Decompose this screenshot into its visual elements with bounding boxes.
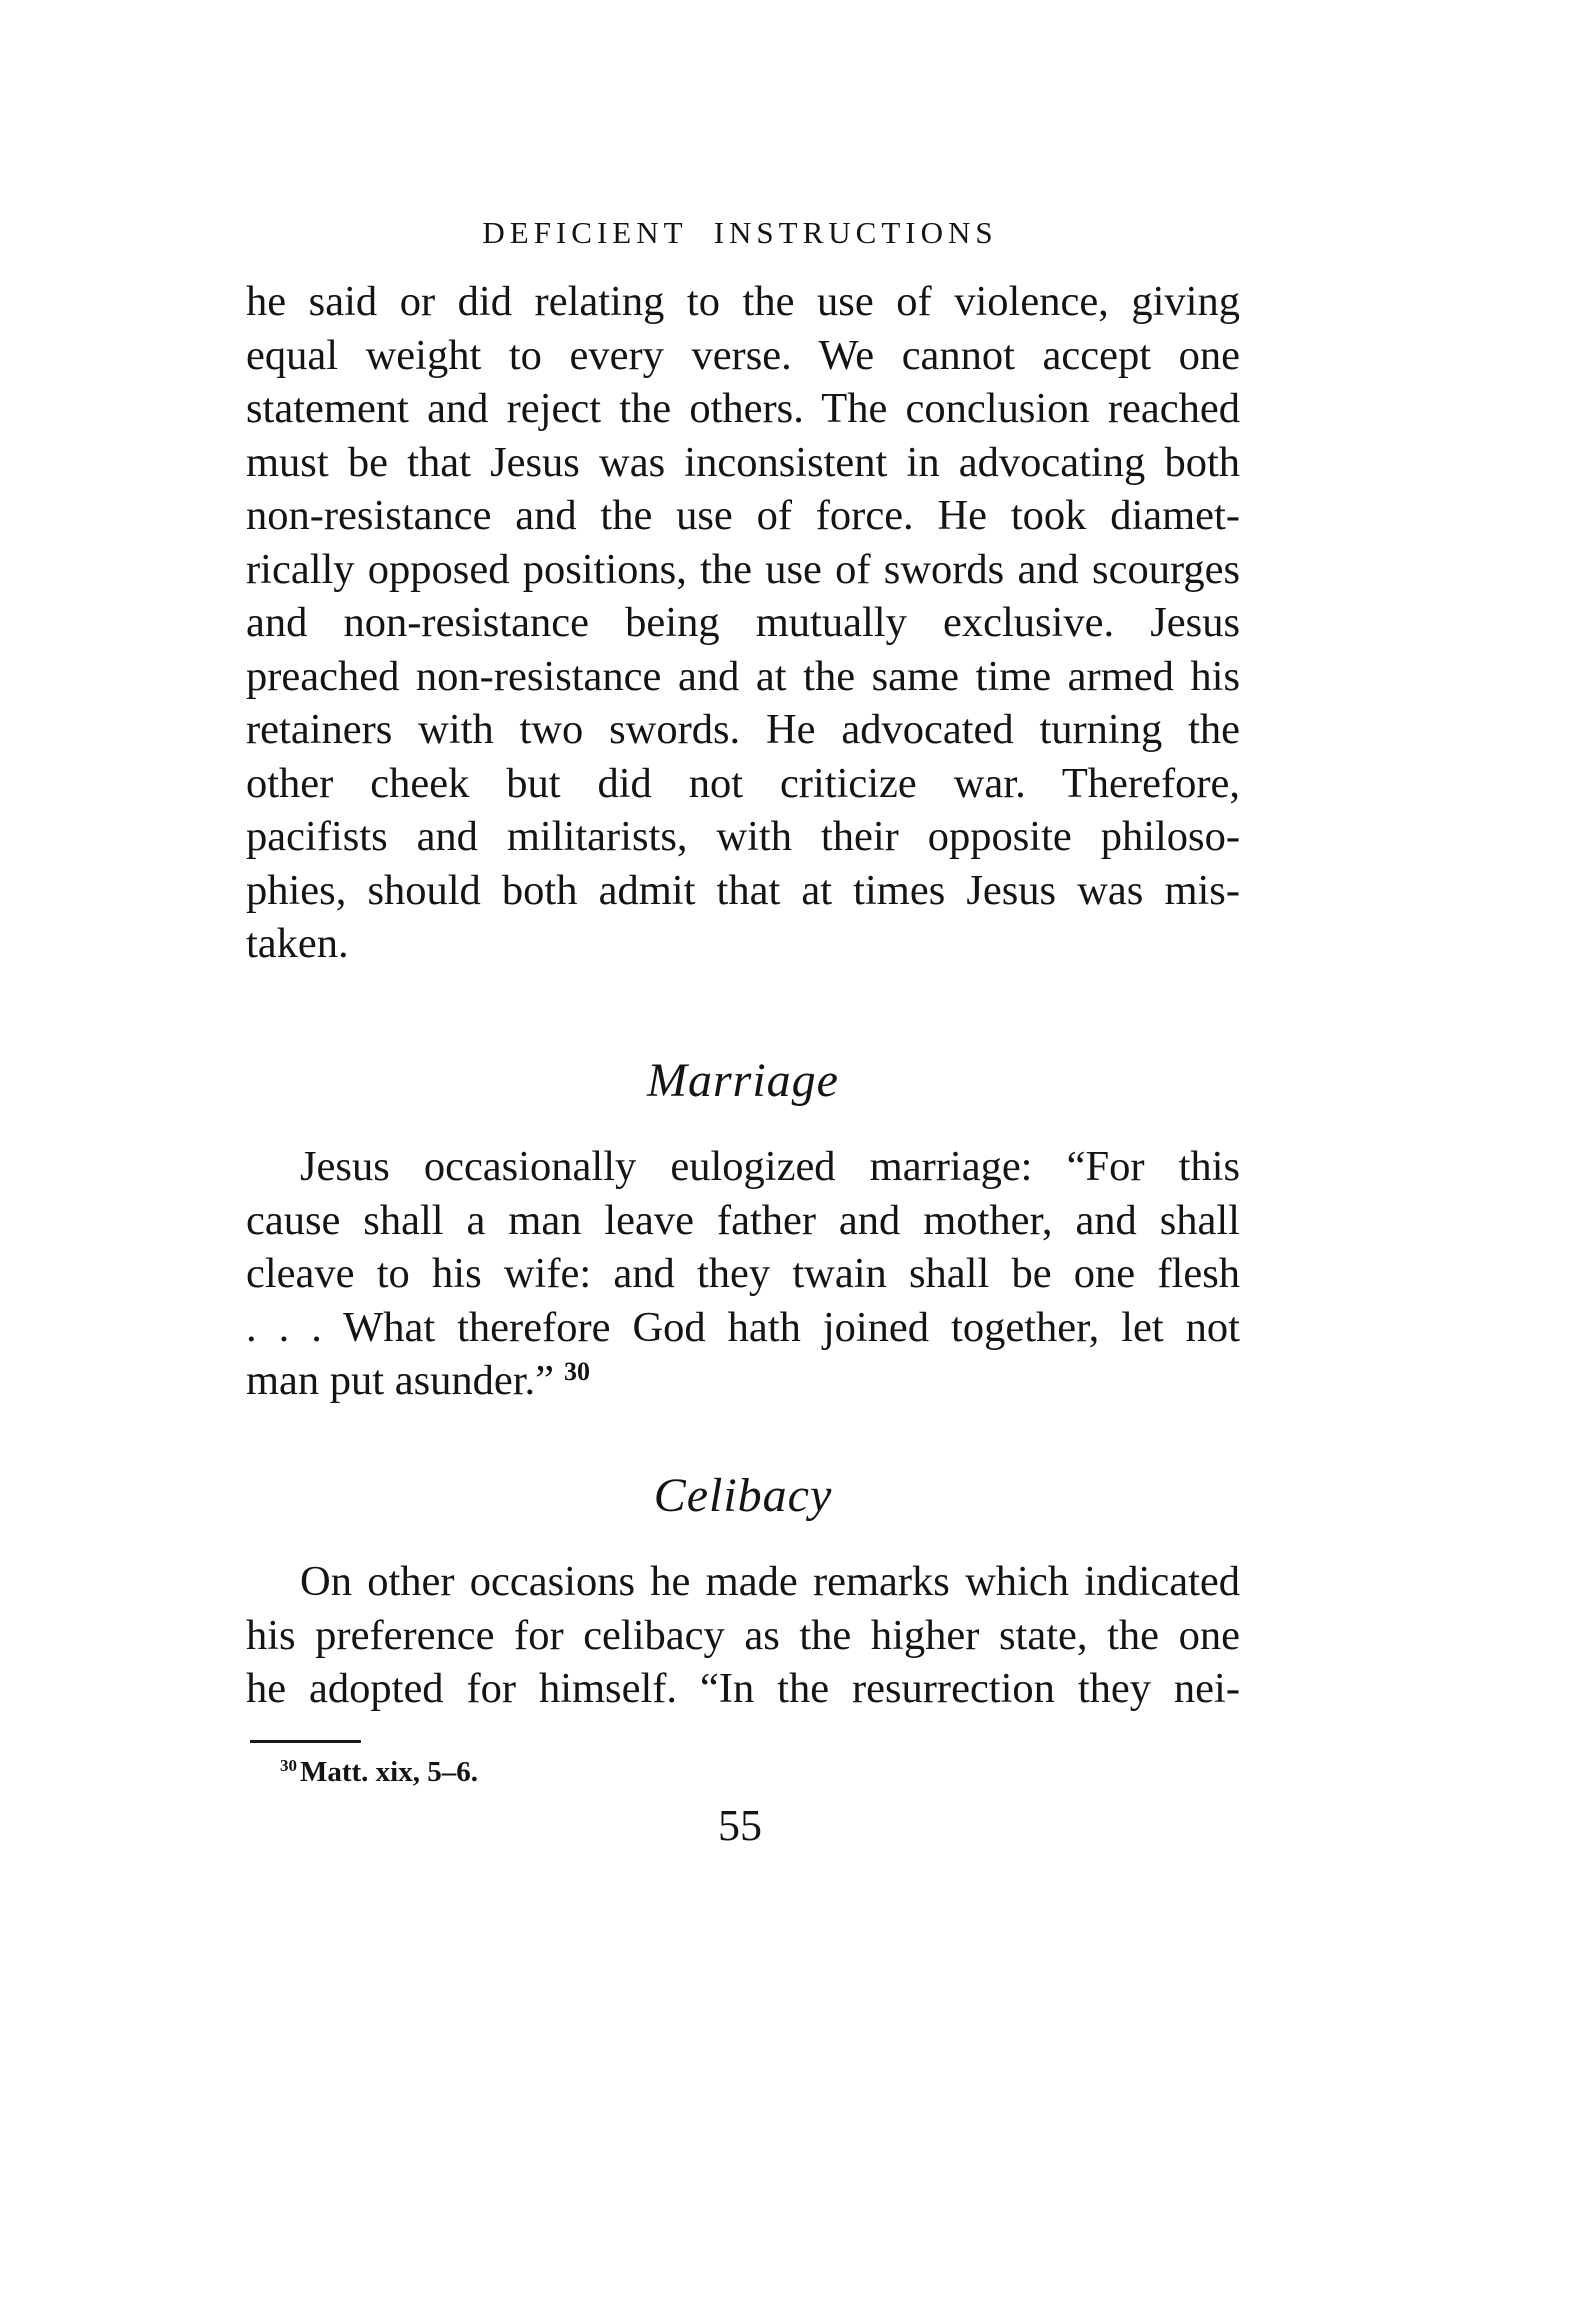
text-line: must be that Jesus was inconsistent in advocating both xyxy=(246,438,1240,486)
text-line: he adopted for himself. “In the resurrection they nei- xyxy=(246,1665,1240,1712)
text-line: preached non-resistance and at the same time armed his xyxy=(246,652,1240,700)
text-line: retainers with two swords. He advocated turning the xyxy=(246,706,1240,753)
text-line xyxy=(246,1354,1240,1408)
paragraph-violence xyxy=(246,275,1240,971)
footnote-text: Matt. xix, 5–6. xyxy=(300,1756,478,1788)
text-line: Jesus occasionally eulogized marriage: “For this xyxy=(300,1143,1240,1190)
text-line: taken. xyxy=(246,920,349,967)
text-line: and non-resistance being mutually exclusive. Jesus xyxy=(246,599,1240,646)
page-number: 55 xyxy=(718,1801,762,1850)
section-heading-celibacy: Celibacy xyxy=(653,1469,833,1522)
running-head: DEFICIENT INSTRUCTIONS xyxy=(482,215,998,250)
text-line: rically opposed positions, the use of swords and scourges xyxy=(246,545,1240,593)
footnote xyxy=(280,1754,478,1790)
text-line: pacifists and militarists, with their opposite philoso- xyxy=(246,813,1240,860)
text-line: he said or did relating to the use of violence, giving xyxy=(246,278,1240,325)
text-line: phies, should both admit that at times Jesus was mis- xyxy=(246,866,1240,914)
footnote-reference: 30 xyxy=(564,1357,591,1386)
footnote-number: 30 xyxy=(280,1756,297,1775)
text-line: On other occasions he made remarks which indicated xyxy=(300,1558,1240,1605)
text-line: his preference for celibacy as the higher state, the one xyxy=(246,1611,1240,1659)
text-line: cleave to his wife: and they twain shall be one flesh xyxy=(246,1250,1240,1297)
text-line-content: man put asunder.” xyxy=(246,1357,555,1404)
section-heading-marriage: Marriage xyxy=(647,1054,839,1107)
text-line: other cheek but did not criticize war. Therefore, xyxy=(246,759,1240,807)
footnote-divider xyxy=(250,1740,361,1743)
text-line: statement and reject the others. The conclusion reached xyxy=(246,385,1240,432)
text-line: . . . What therefore God hath joined together, let not xyxy=(246,1303,1240,1351)
text-line: equal weight to every verse. We cannot accept one xyxy=(246,331,1240,379)
text-line: cause shall a man leave father and mother, and shall xyxy=(246,1196,1240,1244)
paragraph-celibacy xyxy=(246,1555,1240,1716)
text-line: non-resistance and the use of force. He took diamet- xyxy=(246,492,1240,539)
paragraph-marriage xyxy=(246,1140,1240,1408)
